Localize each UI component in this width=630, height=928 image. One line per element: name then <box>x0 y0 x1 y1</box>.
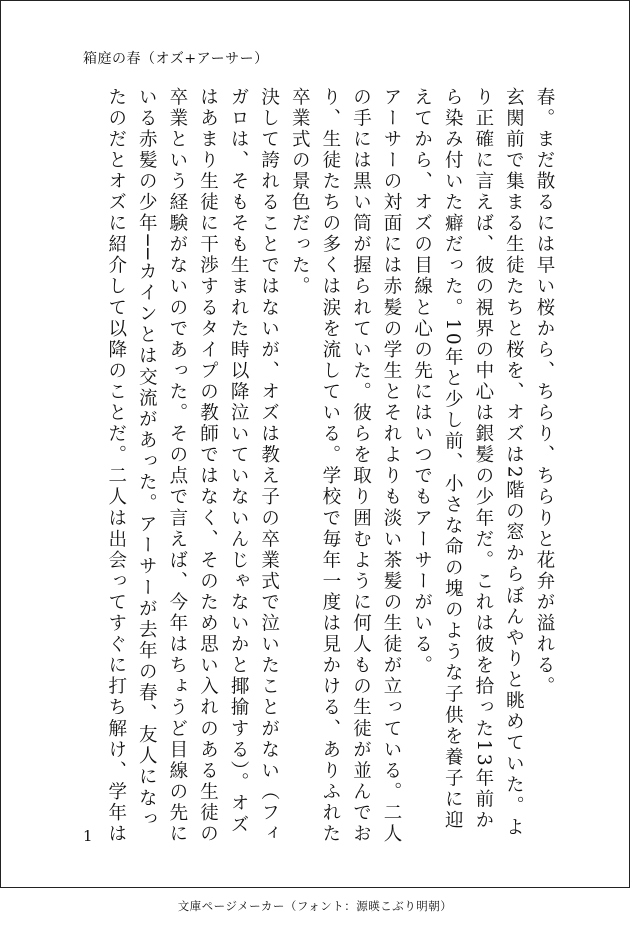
page-title: 箱庭の春（オズ+アーサー） <box>83 51 269 67</box>
text-column: の手には黒い筒が握られていた。彼らを取り囲むように何人もの生徒が並んでお <box>350 87 372 845</box>
text-column: えてから、オズの目線と心の先にはいつでもアーサーがいる。 <box>411 87 433 677</box>
text-column: 決して誇れることではないが、オズは教え子の卒業式で泣いたことがない（フィ <box>258 87 280 845</box>
text-column: ら染み付いた癖だった。10年と少し前、小さな命の塊のような子供を養子に迎 <box>442 87 464 832</box>
text-column: り正確に言えば、彼の視界の中心は銀髪の少年だ。これは彼を拾った13年前か <box>472 87 494 832</box>
text-column: 卒業という経験がないのであった。その点で言えば、今年はちょうど目線の先に <box>166 87 188 845</box>
text-column: 春。まだ散るには早い桜から、ちらり、ちらりと花弁が溢れる。 <box>534 87 555 698</box>
text-column: はあまり生徒に干渉するタイプの教師ではなく、そのため思い入れのある生徒の <box>197 87 219 845</box>
text-column: アーサーの対面には赤髪の学生とそれよりも淡い茶髪の生徒が立っている。二人 <box>381 87 403 845</box>
body-text <box>100 87 559 845</box>
page-number: 1 <box>83 827 93 845</box>
text-column: たのだとオズに紹介して以降のことだ。二人は出会ってすぐに打ち解け、学年は <box>105 87 127 845</box>
text-column: 卒業式の景色だった。 <box>289 87 311 298</box>
text-column: 玄関前で集まる生徒たちと桜を、オズは2階の窓からぼんやりと眺めていた。よ <box>503 87 525 839</box>
text-column: いる赤髪の少年──カインとは交流があった。アーサーが去年の春、友人になっ <box>136 87 158 831</box>
footer-credit: 文庫ページメーカー（フォント：源暎こぶり明朝） <box>177 899 453 913</box>
text-column: ガロは、そもそも生まれた時以降泣いていないんじゃないかと揶揄する）。オズ <box>228 87 250 836</box>
text-column: り、生徒たちの多くは涙を流している。学校で毎年一度は見かける、ありふれた <box>319 87 341 845</box>
